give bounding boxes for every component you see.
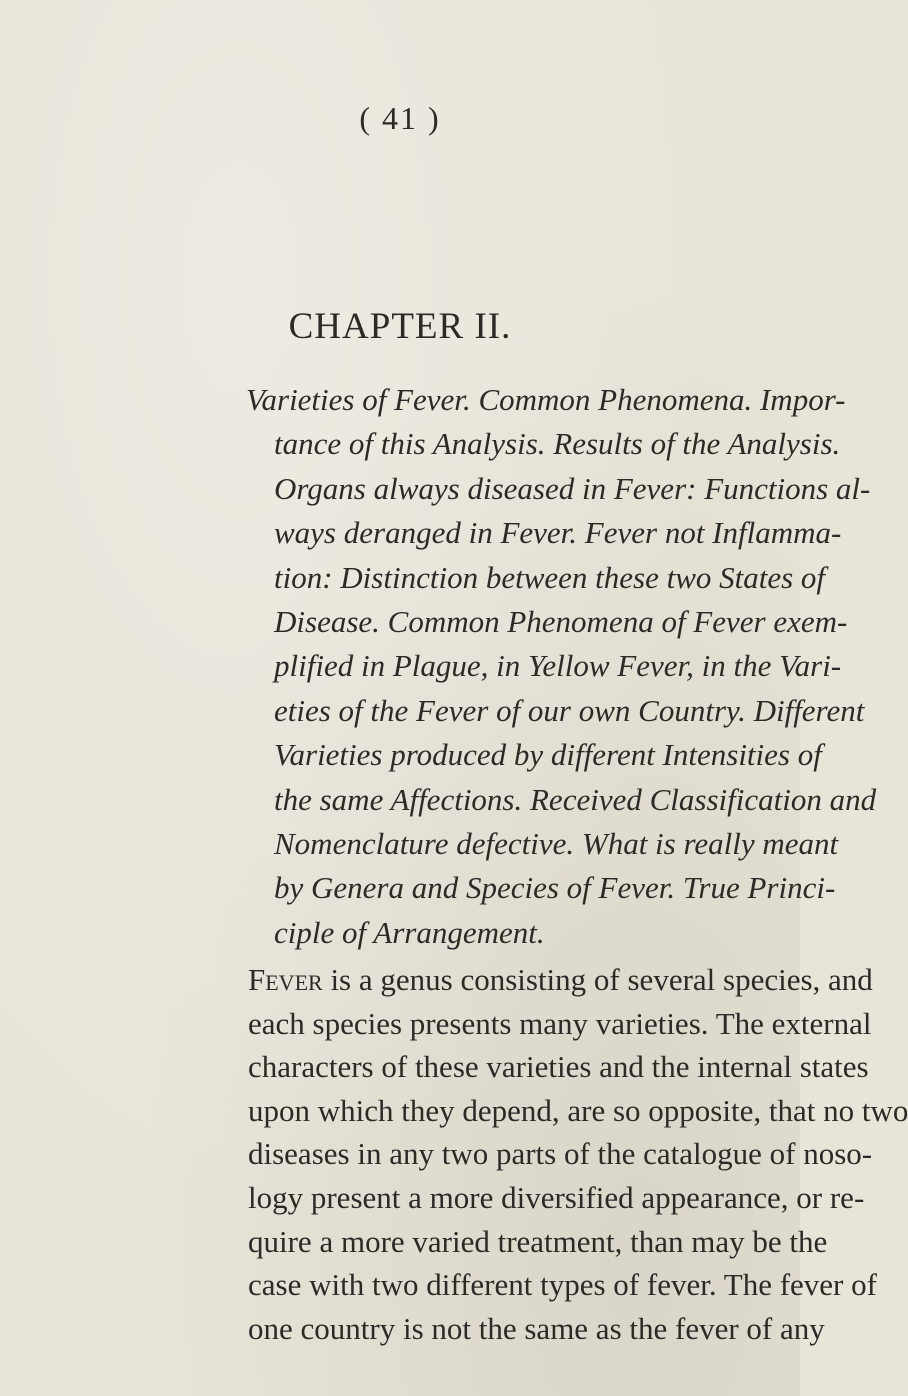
summary-line: the same Affections. Received Classification and (274, 781, 877, 817)
body-line: characters of these varieties and the internal states (248, 1049, 869, 1085)
body-line: diseases in any two parts of the catalogue of noso- (248, 1136, 873, 1172)
chapter-heading: CHAPTER II. (288, 306, 512, 347)
body-line: each species presents many varieties. The external (248, 1005, 872, 1041)
summary-line: Organs always diseased in Fever: Functions al- (274, 470, 871, 506)
summary-line: by Genera and Species of Fever. True Princi- (274, 870, 836, 906)
summary-line: ciple of Arrangement. (274, 914, 545, 950)
first-line-rest: is a genus consisting of several species, and (322, 962, 873, 997)
chapter-summary (246, 378, 877, 955)
body-line: upon which they depend, are so opposite, that no two (248, 1092, 908, 1128)
lead-word: Fever (248, 962, 323, 997)
body-paragraph (248, 958, 908, 1350)
page-number: ( 41 ) (359, 100, 441, 136)
body-line: one country is not the same as the fever of any (248, 1310, 825, 1346)
summary-line: Disease. Common Phenomena of Fever exem- (274, 604, 848, 640)
body-line: logy present a more diversified appearance, or re- (248, 1179, 865, 1215)
summary-line: plified in Plague, in Yellow Fever, in the Vari- (274, 648, 842, 684)
body-first-line (248, 958, 873, 1002)
summary-line: tance of this Analysis. Results of the Analysis. (274, 426, 841, 462)
body-line: quire a more varied treatment, than may be the (248, 1223, 828, 1259)
summary-line: Varieties produced by different Intensities of (274, 737, 822, 773)
summary-line: tion: Distinction between these two States of (274, 559, 826, 595)
summary-line: Varieties of Fever. Common Phenomena. Impor- (246, 382, 846, 417)
summary-line: eties of the Fever of our own Country. Different (274, 692, 865, 728)
summary-line: Nomenclature defective. What is really meant (274, 826, 839, 862)
summary-line: ways deranged in Fever. Fever not Inflamma- (274, 515, 842, 551)
body-line: case with two different types of fever. The fever of (248, 1267, 877, 1303)
